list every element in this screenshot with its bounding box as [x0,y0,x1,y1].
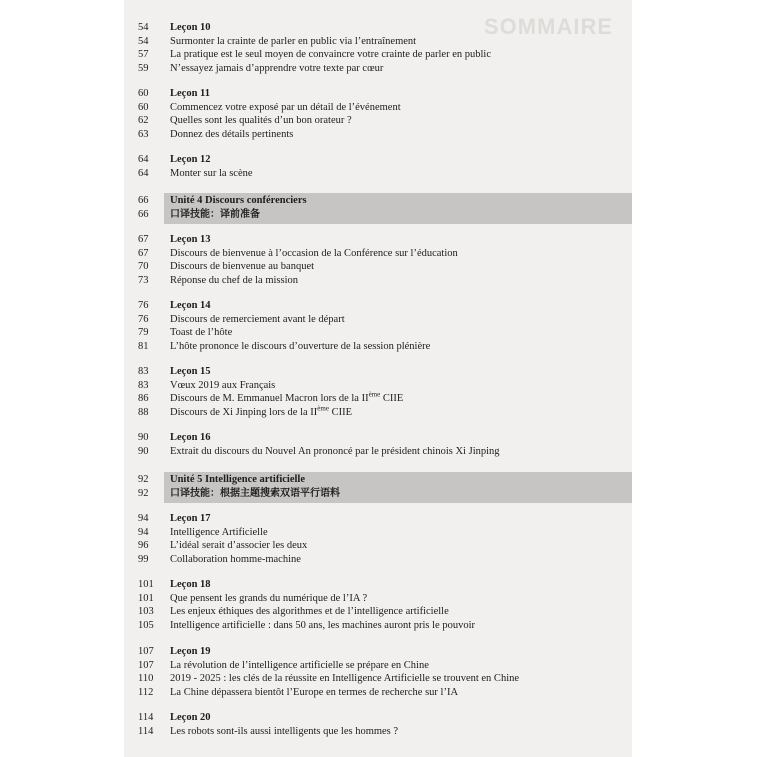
entry-title: Toast de l’hôte [170,327,233,339]
entry-title: Commencez votre exposé par un détail de l’événement [170,101,401,113]
toc-entry [124,167,632,181]
entry-title: Extrait du discours du Nouvel An prononcé par le président chinois Xi Jinping [170,445,500,457]
watermark-sommaire: SOMMAIRE [484,14,613,39]
unit-heading [124,473,632,487]
toc-entry [124,592,632,606]
page-number: 110 [138,673,154,685]
entry-title: L’idéal serait d’associer les deux [170,540,308,552]
toc-entry [124,114,632,128]
page-number: 64 [138,154,149,165]
page-number: 73 [138,274,149,286]
page-number: 94 [138,513,149,524]
entry-title: Leçon 20 [170,712,211,723]
page-number: 62 [138,115,149,127]
lesson-heading [124,711,632,725]
page-number: 59 [138,62,149,74]
toc-entry [124,247,632,261]
entry-title: Leçon 12 [170,154,211,165]
unit-subtitle [124,487,632,501]
toc-entry [124,445,632,459]
page-number: 60 [138,88,149,99]
toc-entry [124,48,632,62]
toc-entry [124,274,632,288]
entry-title: Leçon 11 [170,88,210,99]
page-number: 92 [138,488,149,499]
entry-title: 口译技能：根据主题搜索双语平行语料 [170,488,340,499]
entry-title: Leçon 13 [170,234,211,245]
unit-heading [124,194,632,208]
toc-entry [124,128,632,142]
toc-entry [124,725,632,739]
entry-title: Collaboration homme-machine [170,553,301,565]
toc-entry [124,313,632,327]
page-number: 112 [138,686,154,698]
toc-entry [124,619,632,633]
entry-title: Les robots sont-ils aussi intelligents que les hommes ? [170,725,399,737]
page-number: 92 [138,474,149,485]
page-number: 81 [138,340,149,352]
entry-title: L’hôte prononce le discours d’ouverture de la session plénière [170,340,431,352]
toc-entry [124,406,632,420]
toc-entry [124,101,632,115]
page-number: 101 [138,592,154,604]
toc-entry [124,326,632,340]
entry-title: La révolution de l’intelligence artificielle se prépare en Chine [170,659,429,671]
page-number: 76 [138,313,149,325]
page-number: 66 [138,209,149,220]
entry-title: Quelles sont les qualités d’un bon orateur ? [170,115,352,127]
lesson-heading [124,512,632,526]
lesson-heading [124,431,632,445]
entry-title: 2019 - 2025 : les clés de la réussite en Intelligence Artificielle se trouvent en Chine [170,673,520,685]
page-number: 101 [138,579,154,590]
toc-entry [124,35,632,49]
lesson-heading [124,365,632,379]
page-number: 70 [138,261,149,273]
book-page [124,0,632,757]
entry-title: Réponse du chef de la mission [170,274,299,286]
toc-entry [124,605,632,619]
entry-title: Discours de bienvenue au banquet [170,261,315,273]
toc-entry [124,659,632,673]
lesson-heading [124,21,632,35]
entry-title: Unité 5 Intelligence artificielle [170,474,305,485]
toc-entry [124,260,632,274]
entry-title: Vœux 2019 aux Français [170,379,276,391]
entry-title: Les enjeux éthiques des algorithmes et de l’intelligence artificielle [170,606,449,618]
entry-title: 口译技能：译前准备 [170,209,260,220]
toc-entry [124,526,632,540]
entry-title: La pratique est le seul moyen de convaincre votre crainte de parler en public [170,49,491,61]
page-number: 90 [138,432,149,443]
page-number: 114 [138,725,154,737]
page-number: 60 [138,101,149,113]
entry-title: La Chine dépassera bientôt l’Europe en termes de recherche sur l’IA [170,686,459,698]
page-number: 107 [138,659,154,671]
page-number: 66 [138,195,149,206]
page-number: 79 [138,327,149,339]
toc-entry [124,62,632,76]
page-number: 94 [138,526,149,538]
lesson-heading [124,233,632,247]
entry-title: Que pensent les grands du numérique de l’IA ? [170,592,368,604]
entry-title: Leçon 14 [170,300,211,311]
lesson-heading [124,87,632,101]
toc-entry [124,392,632,406]
entry-title: Discours de bienvenue à l’occasion de la Conférence sur l’éducation [170,247,458,259]
toc-entry [124,686,632,700]
page-number: 54 [138,22,149,33]
toc-entry [124,672,632,686]
entry-title: Discours de remerciement avant le départ [170,313,345,325]
entry-title: Leçon 17 [170,513,211,524]
page-number: 57 [138,49,149,61]
entry-title: Donnez des détails pertinents [170,128,294,140]
page-number: 90 [138,445,149,457]
entry-title: Discours de Xi Jinping lors de la IIème CIIE [170,404,352,418]
entry-title: Leçon 15 [170,366,211,377]
unit-subtitle [124,208,632,222]
entry-title: Monter sur la scène [170,167,253,179]
page-number: 105 [138,619,154,631]
entry-title: Surmonter la crainte de parler en public via l’entraînement [170,35,417,47]
page-number: 83 [138,366,149,377]
entry-title: Leçon 18 [170,579,211,590]
page-number: 99 [138,553,149,565]
entry-title: N’essayez jamais d’apprendre votre texte par cœur [170,62,384,74]
page-number: 114 [138,712,154,723]
toc-entry [124,340,632,354]
entry-title: Leçon 16 [170,432,211,443]
page-number: 63 [138,128,149,140]
page-number: 88 [138,406,149,418]
page-number: 64 [138,167,149,179]
page-number: 67 [138,247,149,259]
page-number: 76 [138,300,149,311]
page-number: 83 [138,379,149,391]
lesson-heading [124,299,632,313]
entry-title: Leçon 19 [170,646,211,657]
lesson-heading [124,645,632,659]
entry-title: Intelligence Artificielle [170,526,268,538]
entry-title: Discours de M. Emmanuel Macron lors de la IIème CIIE [170,390,404,405]
toc-entry [124,553,632,567]
page-number: 86 [138,393,149,405]
page-number: 103 [138,606,154,618]
page-number: 107 [138,646,154,657]
lesson-heading [124,153,632,167]
toc-entry [124,539,632,553]
entry-title: Unité 4 Discours conférenciers [170,195,307,206]
entry-title: Leçon 10 [170,22,211,33]
page-number: 54 [138,35,149,47]
page-number: 67 [138,234,149,245]
entry-title: Intelligence artificielle : dans 50 ans, les machines auront pris le pouvoir [170,619,475,631]
lesson-heading [124,578,632,592]
page-number: 96 [138,540,149,552]
